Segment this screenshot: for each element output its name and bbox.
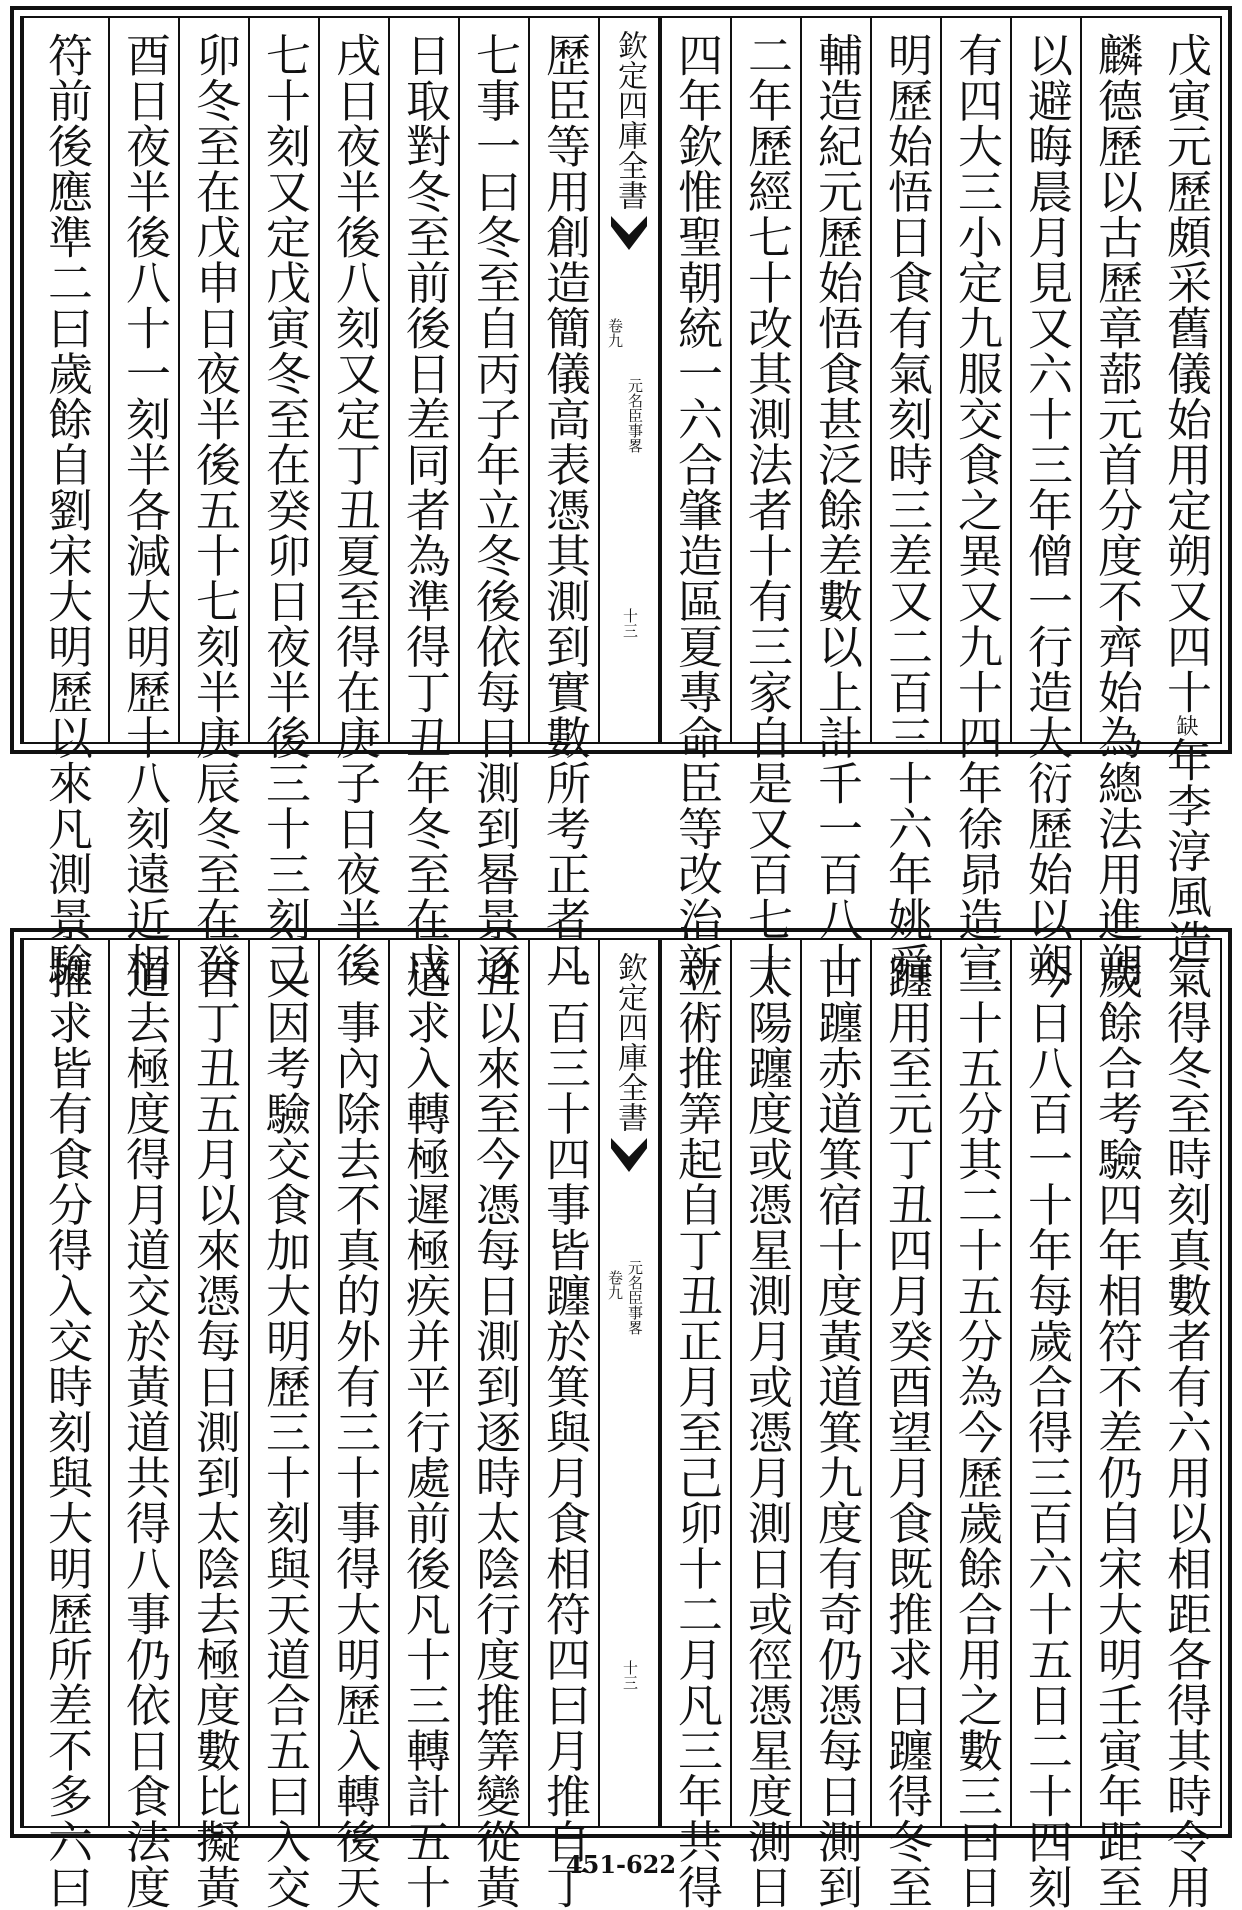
column-text: 一百三十四事皆躔於箕與月食相符四曰月推自丁	[538, 954, 591, 1910]
fish-tail-mark	[611, 1138, 647, 1172]
column-text: 明歷始悟日食有氣刻時三差又二百三十六年姚舜	[880, 32, 933, 988]
column-text: 躔用至元丁丑四月癸酉望月食既推求日躔得冬至	[880, 954, 933, 1910]
top-page-block	[10, 6, 1232, 988]
text-column	[528, 940, 598, 1910]
text-column	[458, 18, 528, 988]
page-number: 十三	[621, 608, 639, 638]
volume-label: 卷九	[606, 318, 624, 348]
text-column	[388, 940, 458, 1910]
text-column	[108, 940, 178, 1910]
column-text: 道求入轉極遲極疾并平行處前後凡十三轉計五十	[398, 954, 451, 1910]
text-column	[800, 940, 870, 1910]
text-column	[248, 940, 318, 1910]
column-text: 麟德歷以古歷章蔀元首分度不齊始為總法用進朔	[1090, 32, 1143, 988]
text-column	[1010, 940, 1080, 1910]
text-column	[458, 940, 528, 1910]
text-column	[22, 940, 108, 1910]
page-number: 十三	[621, 1660, 639, 1690]
column-text: 歲餘合考驗四年相符不差仍自宋大明壬寅年距至	[1090, 954, 1143, 1910]
fish-tail-mark	[611, 216, 647, 250]
column-text: 二年歷經七十改其測法者十有三家自是又百七十	[740, 32, 793, 988]
text-column	[660, 18, 730, 988]
column-text: 立術推筭起自丁丑正月至己卯十二月凡三年共得	[670, 954, 723, 1910]
column-text: 七事一曰冬至自丙子年立冬後依每日測到晷景逐	[468, 32, 521, 988]
text-column	[800, 18, 870, 988]
column-text: 二十五分其二十五分為今歷歲餘合用之數三曰日	[950, 954, 1003, 1910]
column-text: 一事內除去不真的外有三十事得大明歷入轉後天	[328, 954, 381, 1910]
column-text: 氣得冬至時刻真數者有六用以相距各得其時令用	[1159, 954, 1212, 1910]
column-text: 輔造紀元歷始悟食甚泛餘差數以上計千一百八十	[810, 32, 863, 988]
volume-label: 卷九	[606, 1270, 624, 1300]
book-subtitle: 元名臣事畧	[626, 378, 644, 453]
column-text: 戊寅元歷頗采舊儀始用定朔又四十缺年李淳風造	[1159, 32, 1212, 965]
column-text: 丑以來至今憑每日測到逐時太陰行度推筭變從黃	[468, 954, 521, 1910]
text-column	[178, 940, 248, 1910]
text-column	[108, 18, 178, 988]
column-text: 推求皆有食分得入交時刻與大明歷所差不多六曰	[40, 954, 93, 1910]
text-column	[940, 18, 1010, 988]
text-column	[178, 18, 248, 988]
column-text: 卯冬至在戊申日夜半後五十七刻半庚辰冬至在癸	[188, 32, 241, 988]
text-column	[318, 940, 388, 1910]
text-column	[660, 940, 730, 1910]
text-column	[870, 940, 940, 1910]
text-column	[1150, 940, 1220, 1910]
column-text: 日取對冬至前後日差同者為準得丁丑年冬至在戊	[398, 32, 451, 988]
text-column	[1150, 18, 1220, 965]
column-text: 七十刻又定戊寅冬至在癸卯日夜半後三十三刻己	[258, 32, 311, 988]
column-text: 太陽躔度或憑星測月或憑月測日或徑憑星度測日	[740, 954, 793, 1910]
text-column	[730, 940, 800, 1910]
book-subtitle: 元名臣事畧	[626, 1260, 644, 1335]
text-column	[318, 18, 388, 988]
column-text: 歷臣等用創造簡儀高表憑其測到實數所考正者凡	[538, 32, 591, 988]
column-text: 道去極度得月道交於黃道共得八事仍依日食法度	[118, 954, 171, 1910]
book-title: 欽定四庫全書	[612, 952, 647, 1132]
column-text: 戌日夜半後八刻又定丁丑夏至得在庚子日夜半後	[328, 32, 381, 988]
text-column	[22, 18, 108, 988]
text-column	[730, 18, 800, 988]
text-column	[940, 940, 1010, 1910]
text-column	[1080, 18, 1150, 988]
text-column	[528, 18, 598, 988]
lacuna-note: 缺	[1173, 714, 1198, 737]
column-text: 今日八百一十年每歲合得三百六十五日二十四刻	[1020, 954, 1073, 1910]
text-column	[1080, 940, 1150, 1910]
column-text: 日躔赤道箕宿十度黃道箕九度有奇仍憑每日測到	[810, 954, 863, 1910]
column-text: 酉日夜半後八十一刻半各減大明歷十八刻遠近相	[118, 32, 171, 988]
column-text: 四年欽惟聖朝統一六合肇造區夏專命臣等改治新	[670, 32, 723, 988]
book-title: 欽定四庫全書	[612, 30, 647, 210]
page-gutter	[598, 18, 660, 742]
column-text: 以避晦晨月見又六十三年僧一行造大衍歷始以朔	[1020, 32, 1073, 988]
column-text: 符前後應準二曰歲餘自劉宋大明歷以來凡測景驗	[40, 32, 93, 988]
page-gutter	[598, 940, 660, 1826]
text-column	[1010, 18, 1080, 988]
text-column	[248, 18, 318, 988]
text-column	[870, 18, 940, 988]
column-text: 自丁丑五月以來憑每日測到太陰去極度數比擬黃	[188, 954, 241, 1910]
page-footer-number: 451-622	[565, 1850, 677, 1879]
column-text: 有四大三小定九服交食之異又九十四年徐昴造宣	[950, 32, 1003, 988]
column-text: 又因考驗交食加大明歷三十刻與天道合五曰入交	[258, 954, 311, 1910]
text-column	[388, 18, 458, 988]
top-page-frame	[20, 16, 1222, 988]
